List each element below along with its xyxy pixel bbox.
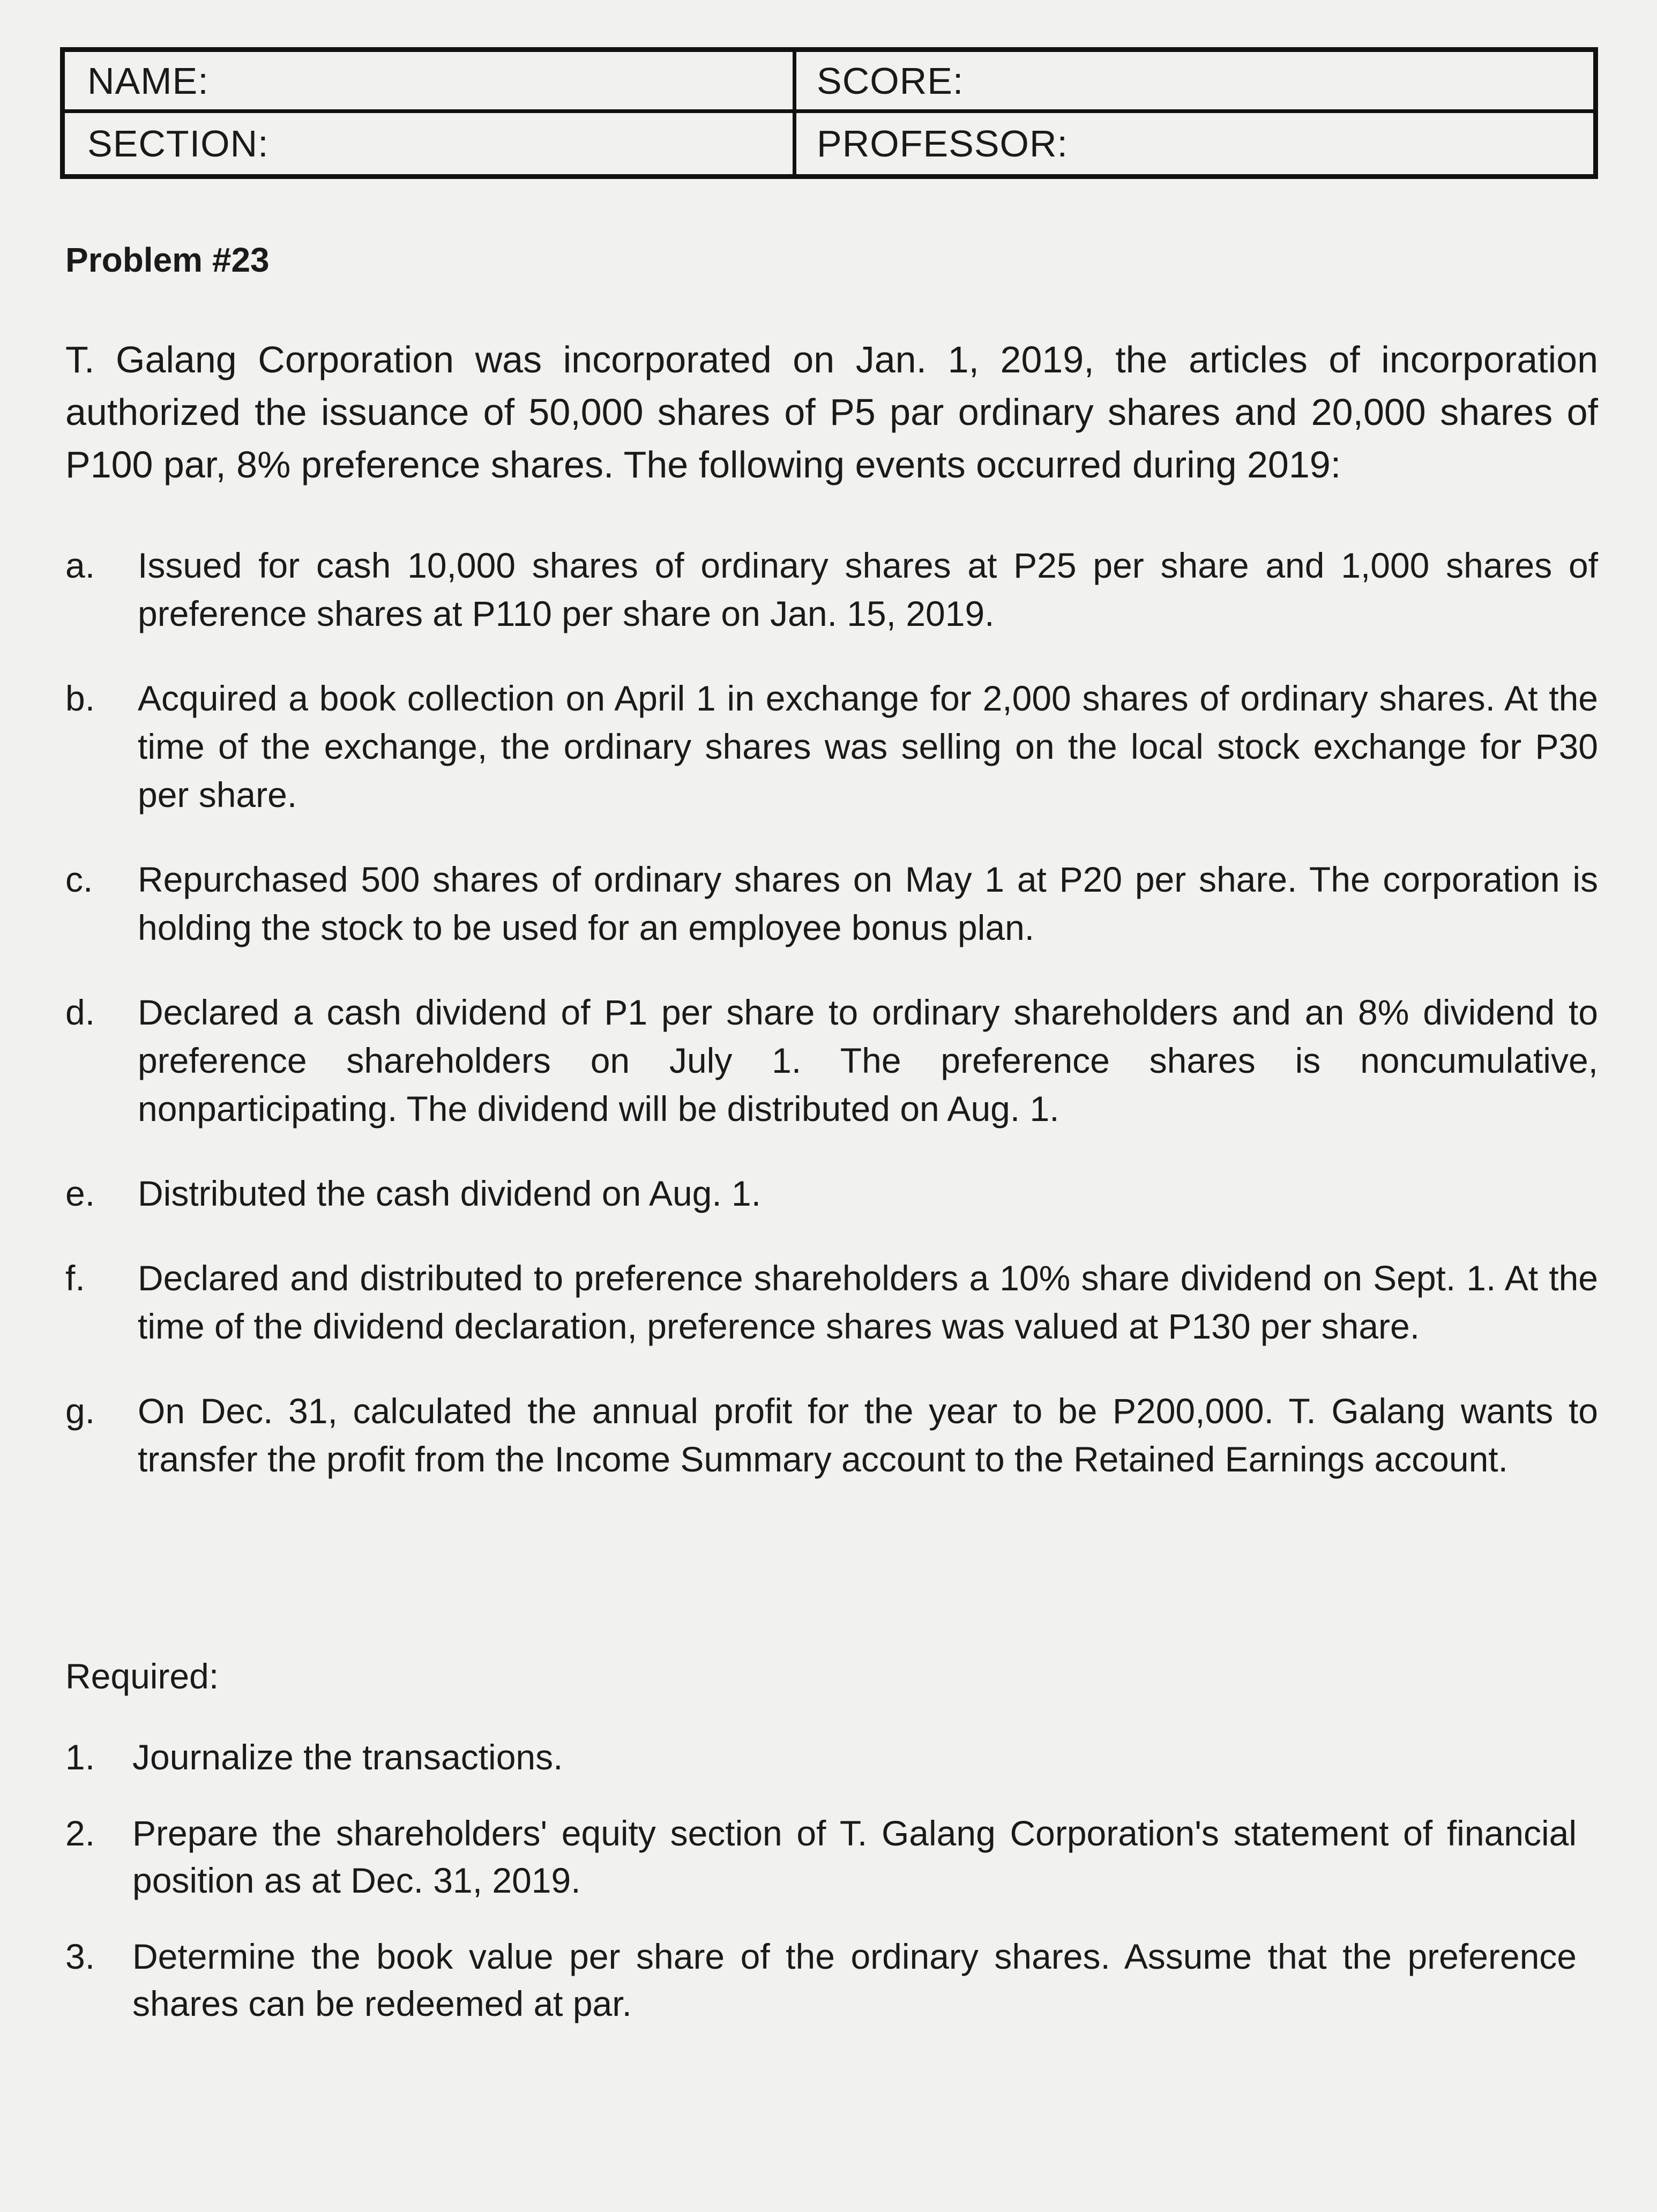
requirement-item-3 bbox=[65, 1933, 1577, 2027]
section-label: SECTION: bbox=[87, 123, 269, 165]
event-letter: f. bbox=[65, 1258, 85, 1298]
event-text: Acquired a book collection on April 1 in exchange for 2,000 shares of ordinary shares. At the time of the exchange, the ordinary shares was selling on the local stock exchange for P30 per share. bbox=[138, 678, 1598, 814]
problem-intro: T. Galang Corporation was incorporated on Jan. 1, 2019, the articles of incorporation authorized the issuance of 50,000 shares of P5 par ordinary shares and 20,000 shares of P100 par, 8% preference shares. The following events occurred during 2019: bbox=[65, 339, 1598, 485]
requirement-text: Determine the book value per share of the ordinary shares. Assume that the preference shares can be redeemed at par. bbox=[132, 1937, 1577, 2023]
event-text: Repurchased 500 shares of ordinary shares on May 1 at P20 per share. The corporation is holding the stock to be used for an employee bonus plan. bbox=[138, 860, 1598, 947]
student-info-table bbox=[60, 47, 1598, 179]
event-letter: c. bbox=[65, 860, 93, 899]
event-letter: e. bbox=[65, 1174, 95, 1213]
requirement-item-2 bbox=[65, 1810, 1577, 1904]
event-item-g bbox=[65, 1387, 1598, 1483]
requirement-item-1 bbox=[65, 1733, 1577, 1781]
name-field[interactable] bbox=[65, 52, 796, 113]
requirement-number: 3. bbox=[65, 1937, 95, 1976]
requirement-text: Prepare the shareholders' equity section of T. Galang Corporation's statement of financial position as at Dec. 31, 2019. bbox=[132, 1813, 1577, 1900]
requirement-number: 1. bbox=[65, 1737, 95, 1777]
event-item-a bbox=[65, 541, 1598, 638]
event-item-c bbox=[65, 855, 1598, 952]
required-title: Required: bbox=[65, 1656, 219, 1696]
event-item-f bbox=[65, 1254, 1598, 1350]
event-letter: g. bbox=[65, 1391, 95, 1431]
professor-field[interactable] bbox=[796, 113, 1593, 174]
section-field[interactable] bbox=[65, 113, 796, 174]
event-item-e bbox=[65, 1169, 1598, 1217]
event-text: Distributed the cash dividend on Aug. 1. bbox=[138, 1174, 762, 1213]
event-item-b bbox=[65, 674, 1598, 819]
requirement-number: 2. bbox=[65, 1813, 95, 1853]
name-label: NAME: bbox=[87, 59, 209, 102]
event-letter: a. bbox=[65, 545, 95, 585]
professor-label: PROFESSOR: bbox=[817, 123, 1068, 165]
event-item-d bbox=[65, 988, 1598, 1133]
requirement-text: Journalize the transactions. bbox=[132, 1737, 563, 1777]
requirements-list bbox=[65, 1733, 1577, 2056]
event-text: Declared and distributed to preference shareholders a 10% share dividend on Sept. 1. At the time of the dividend declaration, preference shares was valued at P130 per share. bbox=[138, 1258, 1598, 1346]
score-field[interactable] bbox=[796, 52, 1593, 113]
problem-title: Problem #23 bbox=[65, 241, 270, 279]
event-text: Issued for cash 10,000 shares of ordinary shares at P25 per share and 1,000 shares of preference shares at P110 per share on Jan. 15, 2019. bbox=[138, 545, 1598, 633]
score-label: SCORE: bbox=[817, 59, 964, 102]
events-list bbox=[65, 541, 1598, 1520]
event-letter: d. bbox=[65, 992, 95, 1032]
event-text: On Dec. 31, calculated the annual profit for the year to be P200,000. T. Galang wants to transfer the profit from the Income Summary account to the Retained Earnings account. bbox=[138, 1391, 1598, 1479]
event-letter: b. bbox=[65, 678, 95, 718]
event-text: Declared a cash dividend of P1 per share to ordinary shareholders and an 8% dividend to preference shareholders on July 1. The preference shares is noncumulative, nonparticipating. The dividend will be distributed on Aug. 1. bbox=[138, 992, 1598, 1129]
